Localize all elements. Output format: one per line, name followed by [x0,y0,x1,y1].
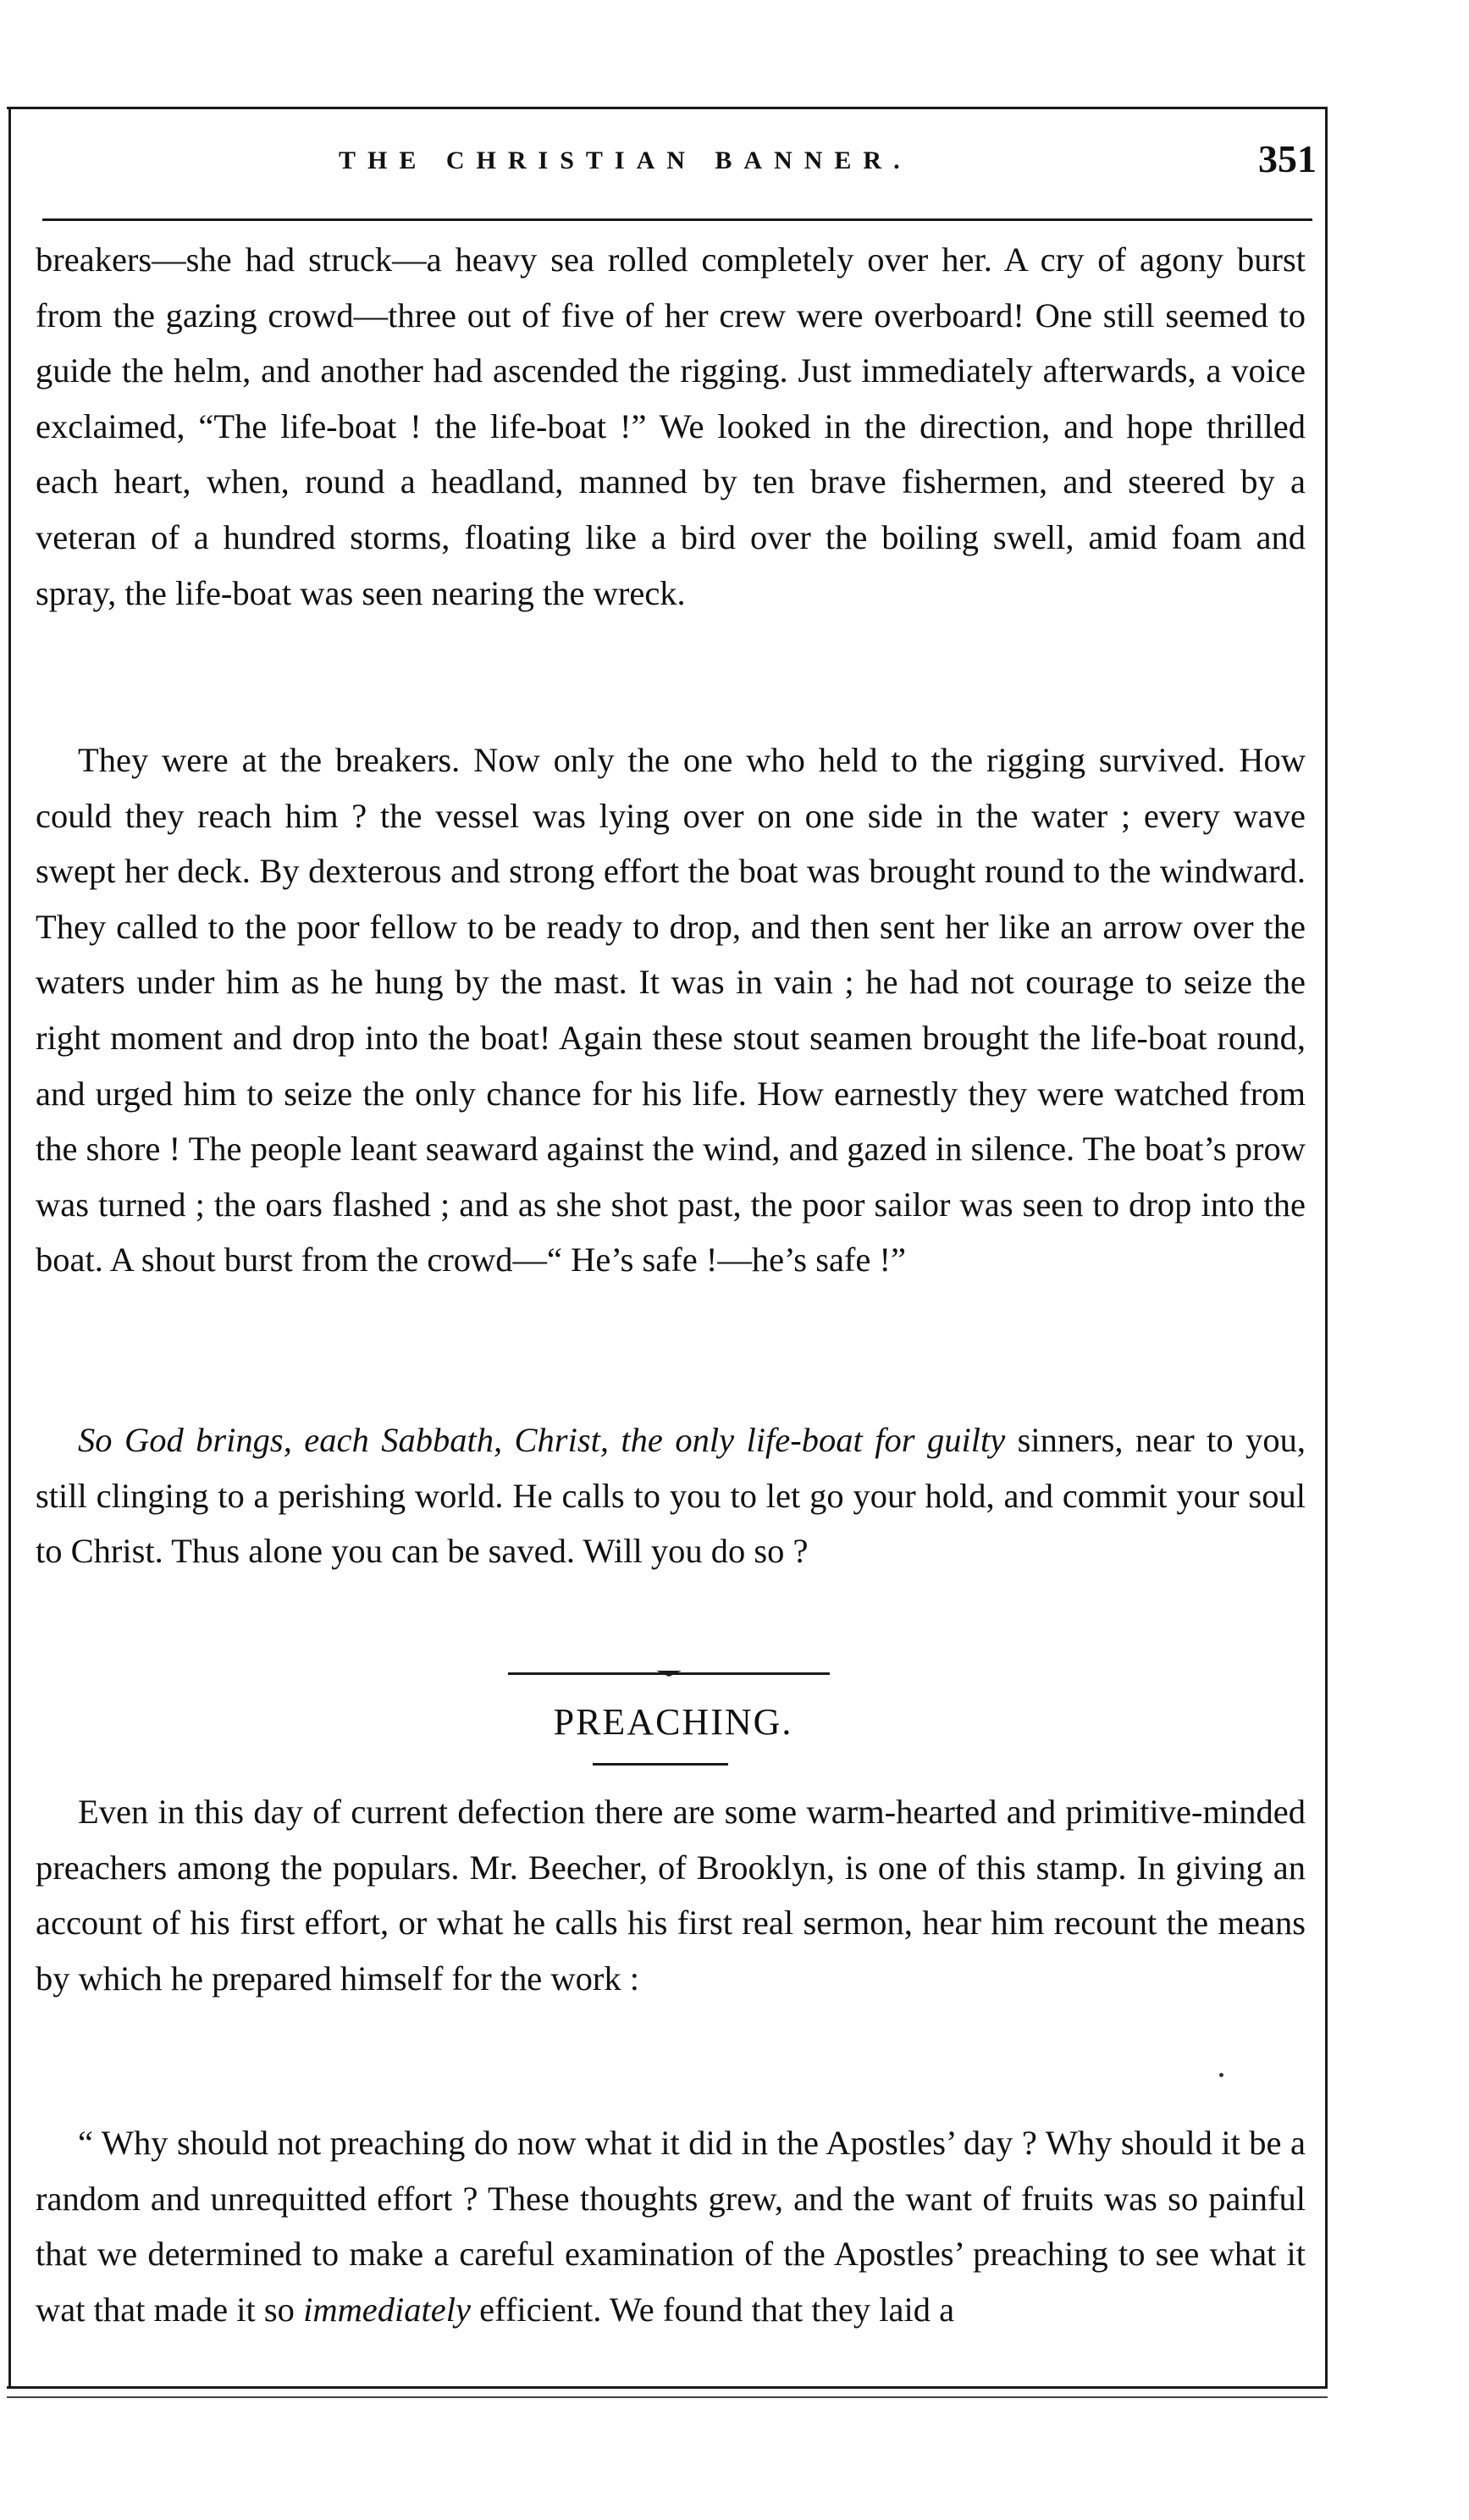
paragraph-text-rest: sinners, near to you, still clinging to a perishing world. He calls to you to let go your hold, and commit your soul to Christ. Thus alone you can be saved. Will you do so ? [36,1421,1306,1571]
quote-text-after: efficient. We found that they laid a [471,2290,955,2329]
header-rule [42,218,1312,221]
stray-ink-dot [1219,2073,1223,2077]
page-frame-bottom-rule [7,2386,1328,2389]
italic-text: immediately [303,2290,471,2329]
paragraph-breakers [36,232,1306,621]
paragraph-preaching-intro [36,1784,1306,2006]
page-frame-bottom-rule-secondary [7,2396,1328,2398]
paragraph-text: They were at the breakers. Now only the one who held to the rigging survived. How could they reach him ? the vessel was lying over on one side in the water ; every wave swept her deck. By dexterous and strong effort the boat was brought round to the windward. They called to the poor fellow to be ready to drop, and then sent her like an arrow over the waters under him as he hung by the mast. It was in vain ; he had not courage to seize the right moment and drop into the boat! Again these stout seamen brought the life-boat round, and urged him to seize the only chance for his life. How earnestly they were watched from the shore ! The people leant seaward against the wind, and gazed in silence. The boat’s prow was turned ; the oars flashed ; and as she shot past, the poor sailor was seen to drop into the boat. A shout burst from the crowd—“ He’s safe !—he’s safe !” [36,741,1306,1279]
running-title: THE CHRISTIAN BANNER. [339,146,912,174]
paragraph-text [36,2115,1306,2337]
page-number: 351 [1258,137,1317,180]
paragraph-text: Even in this day of current defection there are some warm-hearted and primitive-minded preachers among the populars. Mr. Beecher, of Brooklyn, is one of this stamp. In giving an account of his first effort, or what he calls his first real sermon, hear him recount the means by which he prepared himself for the work : [36,1793,1306,1998]
paragraph-text: breakers—she had struck—a heavy sea rolled completely over her. A cry of agony burst from the gazing crowd—three out of five of her crew were overboard! One still seemed to guide the helm, and another had ascended the rigging. Just immediately afterwards, a voice exclaimed, “The life-boat ! the life-boat !” We looked in the direction, and hope thrilled each heart, when, round a headland, manned by ten brave fishermen, and steered by a veteran of a hundred storms, floating like a bird over the boiling swell, amid foam and spray, the life-boat was seen nearing the wreck. [36,240,1306,612]
separator-ornament [656,1668,682,1677]
paragraph-rescue [36,732,1306,1288]
page-frame-left-rule [8,108,11,2386]
paragraph-moral [36,1412,1306,1579]
page-frame-top-rule [7,107,1328,109]
italic-text: So God brings, each Sabbath, Christ, the only life-boat for guilty [78,1421,1006,1459]
paragraph-text [36,1412,1306,1579]
section-title: PREACHING. [553,1701,793,1743]
quote-text-before: “ Why should not preaching do now what it did in the Apostles’ day ? Why should it be a random and unrequitted effort ? These thoughts grew, and the want of fruits was so painful that we determined to make a careful examination of the Apostles’ preaching to see what it wat that made it so [36,2124,1306,2329]
page-header [34,131,1317,191]
title-rule [593,1763,728,1766]
paragraph-quote [36,2115,1306,2337]
page-frame-right-rule [1325,108,1328,2386]
